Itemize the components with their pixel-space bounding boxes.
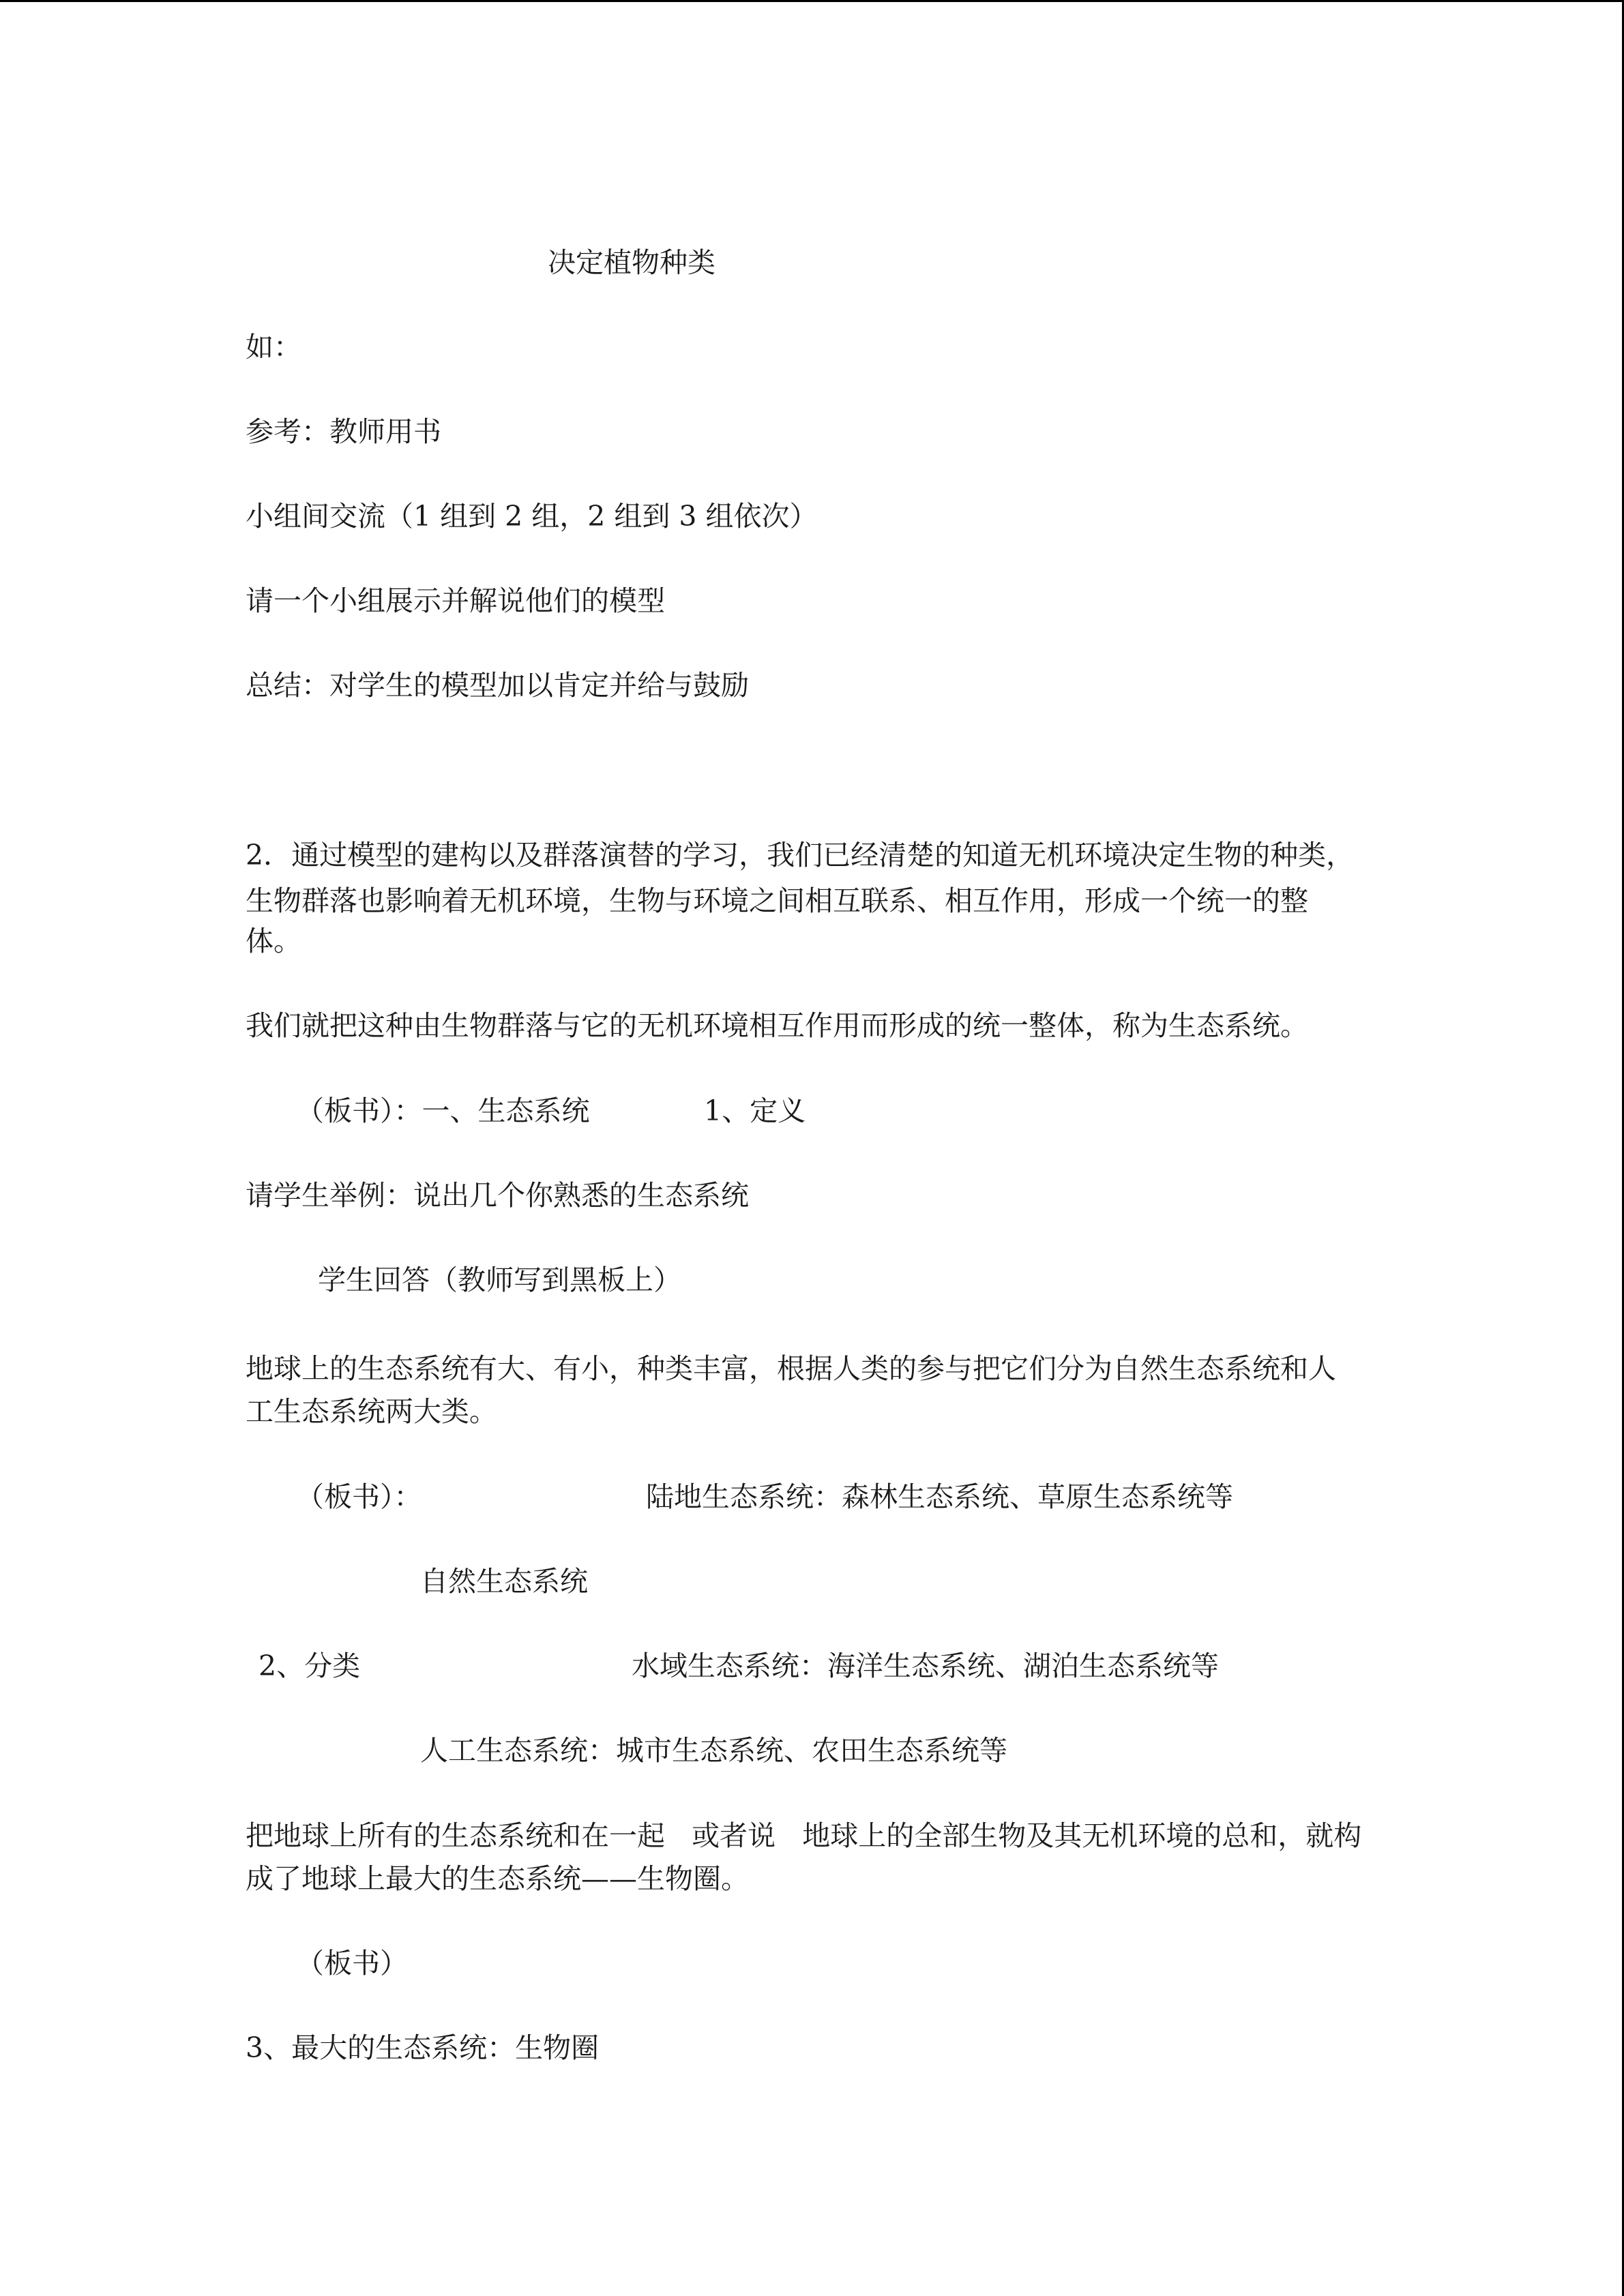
line-paragraph-2c: 体。	[246, 925, 301, 957]
line-student-answer: 学生回答（教师写到黑板上）	[318, 1264, 681, 1296]
line-classification-heading: 2、分类	[259, 1650, 361, 1682]
line-largest-ecosystem: 3、最大的生态系统：生物圈	[246, 2031, 600, 2064]
line-definition-statement: 我们就把这种由生物群落与它的无机环境相互作用而形成的统一整体，称为生态系统。	[246, 1009, 1308, 1042]
line-group-present: 请一个小组展示并解说他们的模型	[246, 584, 665, 617]
line-classification-b: 工生态系统两大类。	[246, 1395, 497, 1428]
line-summary: 总结：对学生的模型加以肯定并给与鼓励	[246, 669, 749, 702]
line-biosphere-a: 把地球上所有的生态系统和在一起 或者说 地球上的全部生物及其无机环境的总和，就构	[246, 1819, 1362, 1852]
page-border-top	[0, 0, 1624, 2]
line-reference: 参考：教师用书	[246, 415, 441, 448]
line-student-examples: 请学生举例：说出几个你熟悉的生态系统	[246, 1179, 749, 1212]
line-board-definition: 1、定义	[704, 1094, 806, 1127]
line-biosphere-b: 成了地球上最大的生态系统——生物圈。	[246, 1862, 749, 1895]
line-classification-a: 地球上的生态系统有大、有小，种类丰富，根据人类的参与把它们分为自然生态系统和人	[246, 1352, 1336, 1385]
line-aquatic-ecosystem: 水域生态系统：海洋生态系统、湖泊生态系统等	[632, 1650, 1219, 1682]
line-example: 如：	[246, 331, 301, 363]
line-board-ecosystem: （板书）：一、生态系统	[296, 1094, 590, 1127]
line-terrestrial-ecosystem: 陆地生态系统：森林生态系统、草原生态系统等	[646, 1480, 1233, 1513]
line-natural-ecosystem: 自然生态系统	[420, 1565, 588, 1598]
line-heading: 决定植物种类	[548, 246, 715, 279]
line-board-final: （板书）	[296, 1947, 408, 1980]
line-artificial-ecosystem: 人工生态系统：城市生态系统、农田生态系统等	[420, 1734, 1007, 1767]
line-paragraph-2a: 2．通过模型的建构以及群落演替的学习，我们已经清楚的知道无机环境决定生物的种类，	[246, 839, 1355, 871]
line-group-exchange: 小组间交流（1 组到 2 组，2 组到 3 组依次）	[246, 500, 818, 533]
line-board-label: （板书）：	[296, 1480, 422, 1513]
line-paragraph-2b: 生物群落也影响着无机环境，生物与环境之间相互联系、相互作用，形成一个统一的整	[246, 884, 1308, 917]
